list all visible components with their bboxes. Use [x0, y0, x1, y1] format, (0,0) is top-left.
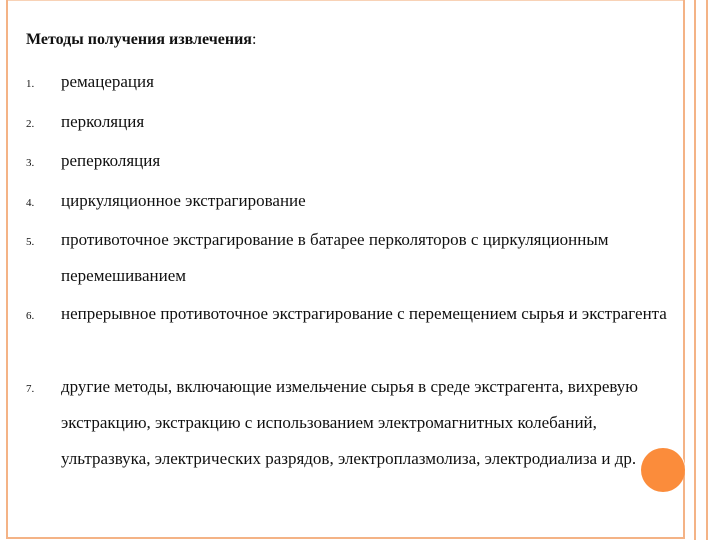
list-item-number: 2. [26, 118, 35, 130]
slide-title-text: Методы получения извлечения [26, 31, 252, 48]
list-item-text: циркуляционное экстрагирование [61, 191, 306, 210]
list-item-number: 7. [26, 383, 35, 395]
frame-bottom-line [6, 537, 685, 539]
list-item-number: 6. [26, 310, 35, 322]
list-item-number: 3. [26, 157, 35, 169]
list-item-number: 1. [26, 78, 35, 90]
list-item-number: 4. [26, 197, 35, 209]
list-item-text: другие методы, включающие измельчение сырья в среде экстрагента, вихревую экстракцию, экстракцию с использованием электромагнитных колебаний, ультразвука, электрических разрядов, электроплазмолиза, электродиализа и др. [61, 377, 639, 468]
list-item-text: непрерывное противоточное экстрагирование с перемещением сырья и экстрагента [61, 304, 667, 323]
list-item-text: ремацерация [61, 72, 154, 91]
slide-title [26, 31, 256, 49]
list-item-text: реперколяция [61, 151, 161, 170]
list-item-text: противоточное экстрагирование в батарее перколяторов с циркуляционным перемешиванием [61, 230, 609, 285]
decor-orange-circle [641, 448, 685, 492]
list-item-text: перколяция [61, 112, 145, 131]
list-item-number: 5. [26, 236, 35, 248]
slide-title-colon: : [251, 31, 257, 48]
right-decor-bar [694, 0, 708, 540]
